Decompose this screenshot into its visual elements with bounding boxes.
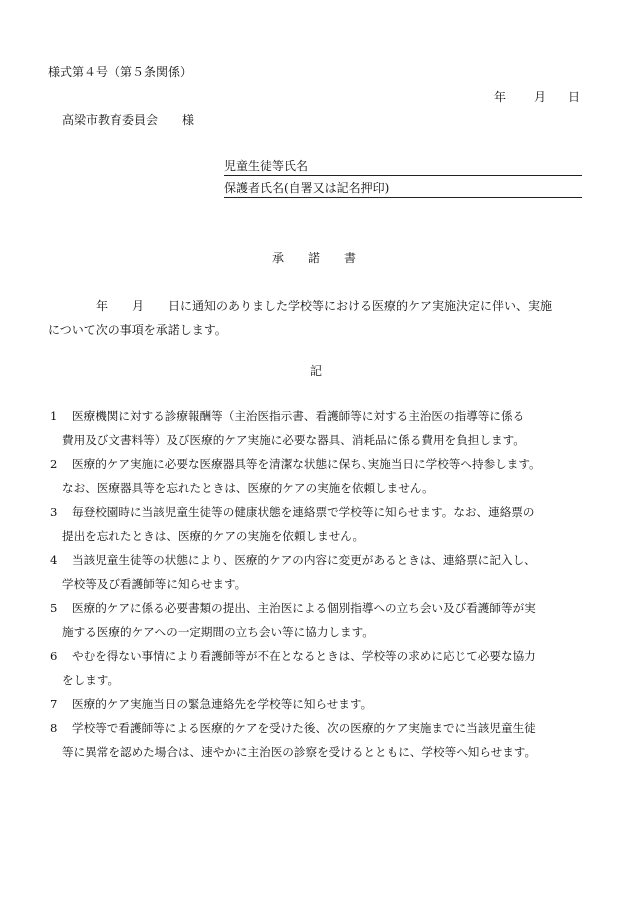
form-number: 様式第４号（第５条関係） bbox=[48, 65, 193, 79]
guardian-name-label: 保護者氏名(自署又は記名押印) bbox=[224, 181, 390, 195]
item-list bbox=[48, 404, 593, 764]
item-line-1: 医療機関に対する診療報酬等（主治医指示書、看護師等に対する主治医の指導等に係る bbox=[72, 409, 525, 423]
year-label: 年 bbox=[494, 90, 507, 104]
item-number: 1 bbox=[50, 409, 58, 423]
item-line-1: やむを得ない事情により看護師等が不在となるときは、学校等の求めに応じて必要な協力 bbox=[72, 649, 536, 663]
item-line-1: 医療的ケアに係る必要書類の提出、主治医による個別指導への立ち会い及び看護師等が実 bbox=[72, 601, 536, 615]
list-item bbox=[48, 500, 593, 548]
day-label: 日 bbox=[568, 90, 581, 104]
month-label: 月 bbox=[534, 90, 547, 104]
item-line-1: 医療的ケア実施に必要な医療器具等を清潔な状態に保ち､実施当日に学校等へ持参します。 bbox=[72, 457, 541, 471]
list-item bbox=[48, 452, 593, 500]
item-line-2: 等に異常を認めた場合は、速やかに主治医の診察を受けるとともに、学校等へ知らせます。 bbox=[62, 745, 537, 759]
guardian-name-field[interactable] bbox=[224, 180, 582, 198]
item-line-1: 当該児童生徒等の状態により、医療的ケアの内容に変更があるときは、連絡票に記入し、 bbox=[72, 553, 536, 567]
item-line-2: 提出を忘れたときは、医療的ケアの実施を依頼しません。 bbox=[62, 529, 365, 543]
list-item bbox=[48, 644, 593, 692]
item-number: 7 bbox=[50, 697, 58, 711]
item-number: 2 bbox=[50, 457, 58, 471]
item-number: 8 bbox=[50, 721, 58, 735]
list-item bbox=[48, 596, 593, 644]
intro-line-1: 年 月 日に通知のありました学校等における医療的ケア実施決定に伴い、実施 bbox=[96, 299, 553, 313]
item-line-1: 学校等で看護師等による医療的ケアを受けた後、次の医療的ケア実施までに当該児童生徒 bbox=[72, 721, 536, 735]
student-name-label: 児童生徒等氏名 bbox=[224, 159, 309, 173]
item-line-2: 学校等及び看護師等に知らせます。 bbox=[62, 577, 247, 591]
item-number: 6 bbox=[50, 649, 58, 663]
item-line-2: をします。 bbox=[62, 673, 120, 687]
item-line-2: 施する医療的ケアへの一定期間の立ち会い等に協力します。 bbox=[62, 625, 374, 639]
item-line-1: 医療的ケア実施当日の緊急連絡先を学校等に知らせます。 bbox=[72, 697, 373, 711]
list-item bbox=[48, 716, 593, 764]
date-line bbox=[494, 89, 580, 106]
list-item bbox=[48, 548, 593, 596]
item-number: 5 bbox=[50, 601, 58, 615]
document-title: 承 諾 書 bbox=[272, 251, 357, 265]
item-number: 4 bbox=[50, 553, 58, 567]
ki-heading: 記 bbox=[310, 364, 323, 378]
intro-line-2: について次の事項を承諾します。 bbox=[48, 323, 227, 337]
student-name-field[interactable] bbox=[224, 158, 582, 176]
item-line-1: 毎登校園時に当該児童生徒等の健康状態を連絡票で学校等に知らせます。なお、連絡票の bbox=[72, 505, 535, 519]
list-item bbox=[48, 404, 593, 452]
item-number: 3 bbox=[50, 505, 58, 519]
intro-paragraph bbox=[48, 294, 588, 342]
item-line-2: 費用及び文書料等）及び医療的ケア実施に必要な器具、消耗品に係る費用を負担します。 bbox=[62, 433, 525, 447]
addressee: 高梁市教育委員会 様 bbox=[62, 113, 195, 127]
list-item bbox=[48, 692, 593, 716]
item-line-2: なお、医療器具等を忘れたときは、医療的ケアの実施を依頼しません。 bbox=[62, 481, 434, 495]
